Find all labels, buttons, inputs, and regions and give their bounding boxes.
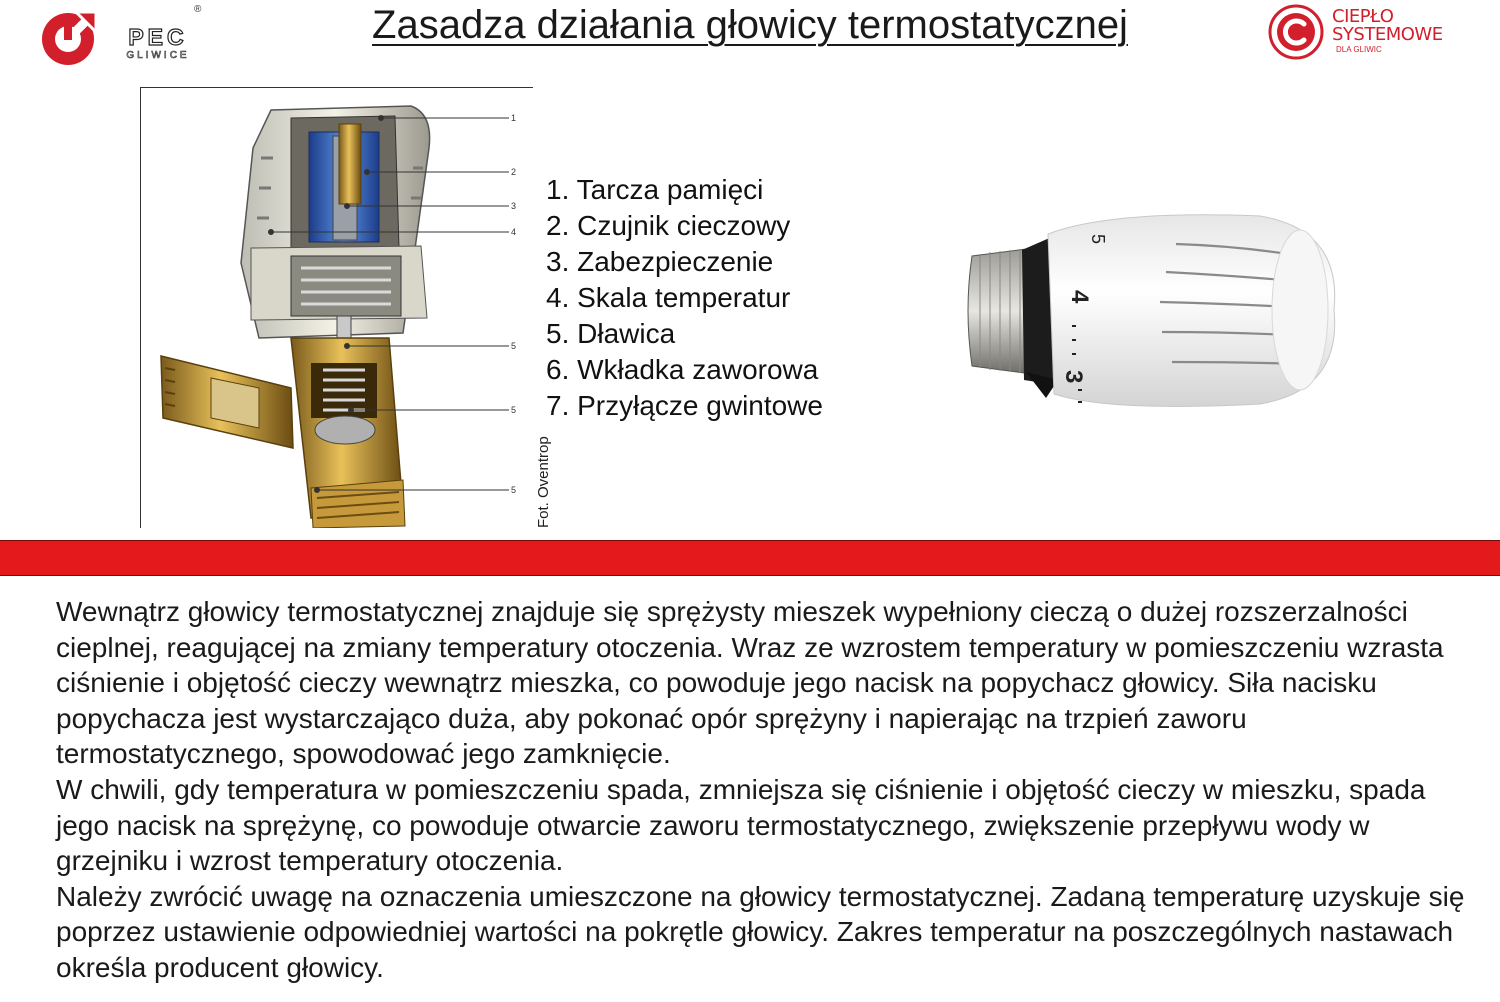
pec-subtitle: GLIWICE [126,50,190,61]
cieplo-line1: CIEPŁO [1332,6,1394,27]
pec-gliwice-logo [38,6,210,68]
description-text [56,594,1476,986]
callout-2: 2 [511,167,517,177]
legend-item: 2. Czujnik cieczowy [546,210,791,241]
legend-item: 7. Przyłącze gwintowe [546,390,824,421]
cieplo-line2: SYSTEMOWE [1332,24,1443,45]
legend-item: 3. Zabezpieczenie [546,246,774,277]
cieplo-systemowe-logo [1266,4,1456,60]
thermostatic-valve-cutaway-diagram [140,87,533,528]
red-divider-bar [0,540,1500,576]
pec-brand-text: PEC [128,24,188,50]
callout-5c: 5 [511,485,517,495]
legend-item: 6. Wkładka zaworowa [546,354,819,385]
cieplo-systemowe-c-icon [1266,4,1326,60]
callout-4: 4 [511,227,517,237]
parts-legend [546,172,823,424]
callout-1: 1 [511,113,517,123]
paragraph-2: W chwili, gdy temperatura w pomieszczeniu spada, zmniejsza się ciśnienie i objętość cieczy w mieszku, spada jego nacisk na sprężynę, co powoduje otwarcie zaworu termostatycznego, zwiększenie przepływu wody w grzejniku i wzrost temperatury otoczenia. [56,773,1426,877]
thermostat-head-photo [950,190,1350,430]
callout-3: 3 [511,201,517,211]
legend-item: 5. Dławica [546,318,676,349]
scale-mark-5: 5 [1088,234,1108,245]
photo-credit: Fot. Oventrop [535,436,552,528]
paragraph-3: Należy zwrócić uwagę na oznaczenia umieszczone na głowicy termostatycznej. Zadaną temperaturę uzyskuje się poprzez ustawienie odpowiedniej wartości na pokrętle głowicy. Zakres temperatur na poszczególnych nastawach określa producent głowicy. [56,880,1465,983]
thermostat-head-illustration [950,190,1350,430]
cieplo-line3: DLA GLIWIC [1336,45,1382,54]
legend-item: 1. Tarcza pamięci [546,174,764,205]
registered-mark: ® [194,4,202,15]
callout-5a: 5 [511,341,517,351]
scale-mark-3: 3 [1060,370,1087,384]
pec-power-logo-icon [38,6,118,68]
callout-5b: 5 [511,405,517,415]
scale-mark-4: 4 [1066,290,1093,304]
valve-cutaway-illustration [141,88,533,528]
page-title: Zasadza działania głowicy termostatycznej [372,3,1128,47]
paragraph-1: Wewnątrz głowicy termostatycznej znajduje się sprężysty mieszek wypełniony cieczą o dużej rozszerzalności cieplnej, reagującej na zmiany temperatury otoczenia. Wraz ze wzrostem temperatury w pomieszczeniu wzrasta ciśnienie i objętość cieczy wewnątrz mieszka, co powoduje jego nacisk na popychacz głowicy. Siła nacisku popychacza jest wystarczająco duża, aby pokonać opór sprężyny i napierając na trzpień zaworu termostatycznego, spowodować jego zamknięcie. [56,596,1444,770]
legend-item: 4. Skala temperatur [546,282,791,313]
